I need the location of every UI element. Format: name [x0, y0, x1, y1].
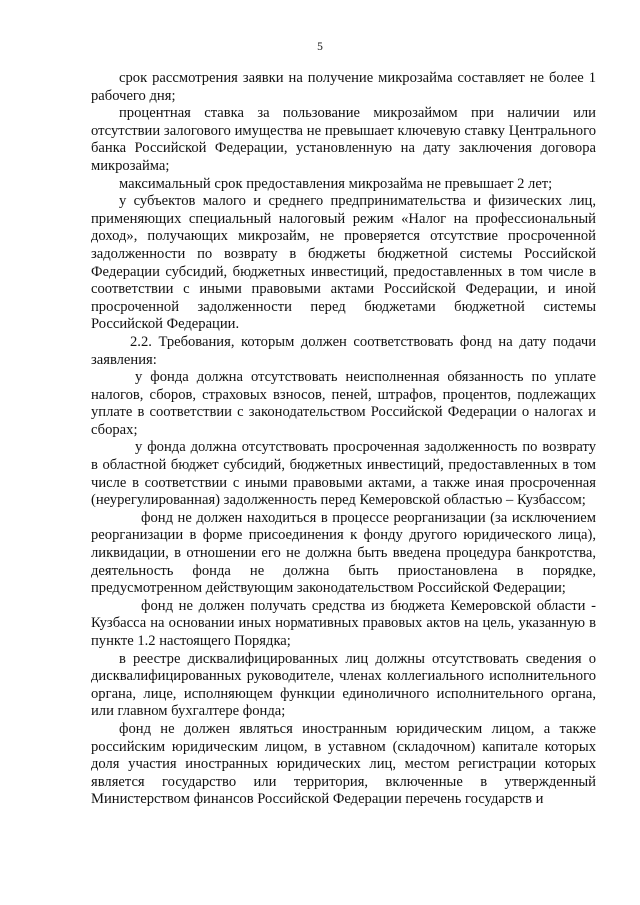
paragraph-disqualified-registry: в реестре дисквалифицированных лиц должны отсутствовать сведения о дисквалифицированных руководителе, членах коллегиального исполнительного органа, лице, исполняющем функции единоличного исполнительного органа, или главном бухгалтере фонда; — [91, 650, 596, 720]
document-body — [91, 70, 596, 809]
paragraph-overdue-debt: у фонда должна отсутствовать просроченная задолженность по возврату в областной бюджет субсидий, бюджетных инвестиций, предоставленных в том числе в соответствии с иными правовыми актами, а также иная просроченная (неурегулированная) задолженность перед Кемеровской областью – Кузбассом; — [91, 439, 596, 509]
paragraph-no-other-funds: фонд не должен получать средства из бюджета Кемеровской области - Кузбасса на основании иных нормативных правовых актов на цель, указанную в пункте 1.2 настоящего Порядка; — [91, 597, 596, 649]
paragraph-interest-rate: процентная ставка за пользование микрозаймом при наличии или отсутствии залогового имущества не превышает ключевую ставку Центрального банка Российской Федерации, установленную на дату заключения договора микрозайма; — [91, 105, 596, 174]
paragraph-max-term: максимальный срок предоставления микрозайма не превышает 2 лет; — [119, 175, 553, 192]
paragraph-foreign-entity: фонд не должен являться иностранным юридическим лицом, а также российским юридическим лицом, в уставном (складочном) капитале которых доля участия иностранных юридических лиц, местом регистрации которых является государство или территория, включенные в утвержденный Министерством финансов Российской Федерации перечень государств и — [91, 720, 596, 808]
paragraph-section-2-2: 2.2. Требования, которым должен соответствовать фонд на дату подачи заявления: — [91, 333, 596, 368]
page-number: 5 — [317, 41, 323, 53]
paragraph-debt-check: у субъектов малого и среднего предпринимательства и физических лиц, применяющих специальный налоговый режим «Налог на профессиональный доход», получающих микрозайм, не проверяется отсутствие просроченной задолженности по возврату в бюджеты бюджетной системы Российской Федерации субсидий, бюджетных инвестиций, предоставленных в том числе в соответствии с иными правовыми актами Российской Федерации, и иной просроченной задолженности перед бюджетами бюджетной системы Российской Федерации. — [91, 193, 596, 333]
paragraph-tax-obligation: у фонда должна отсутствовать неисполненная обязанность по уплате налогов, сборов, страховых взносов, пеней, штрафов, процентов, подлежащих уплате в соответствии с законодательством Российской Федерации о налогах и сборах; — [91, 369, 596, 438]
paragraph-reorganization: фонд не должен находиться в процессе реорганизации (за исключением реорганизации в форме присоединения к фонду другого юридического лица), ликвидации, в отношении его не должна быть введена процедура банкротства, деятельность фонда не должна быть приостановлена в порядке, предусмотренном действующим законодательством Российской Федерации; — [91, 509, 596, 597]
paragraph-loan-review-term: срок рассмотрения заявки на получение микрозайма составляет не более 1 рабочего дня; — [91, 70, 596, 104]
